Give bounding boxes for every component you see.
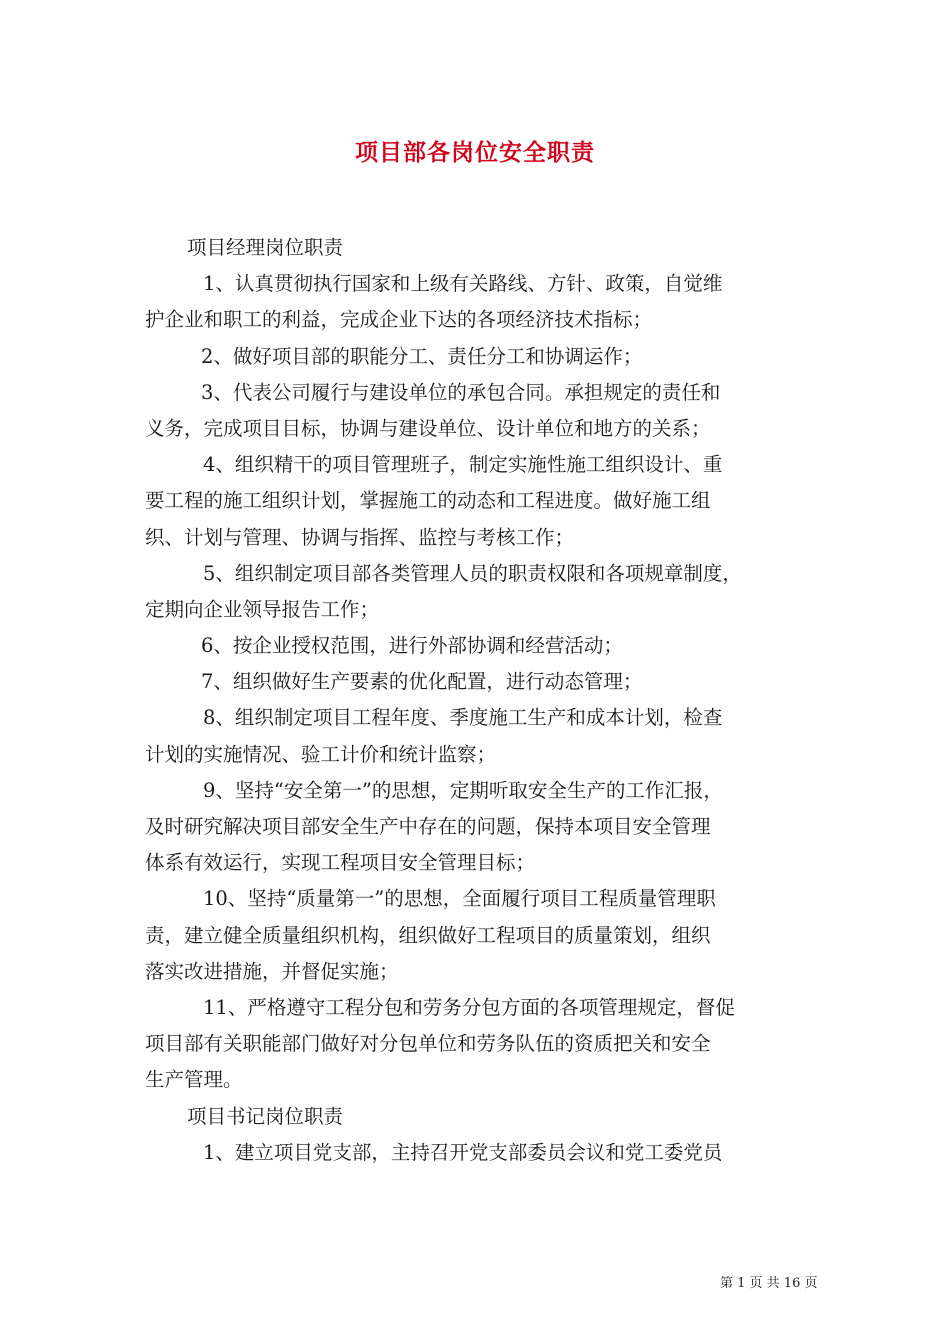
paragraph-line: 5、组织制定项目部各类管理人员的职责权限和各项规章制度，: [203, 561, 742, 585]
paragraph-line: 8、组织制定项目工程年度、季度施工生产和成本计划，检查: [203, 706, 723, 730]
paragraph-line: 护企业和职工的利益，完成企业下达的各项经济技术指标；: [145, 308, 653, 332]
paragraph-line: 织、计划与管理、协调与指挥、监控与考核工作；: [145, 525, 575, 549]
paragraph-line: 项目部有关职能部门做好对分包单位和劳务队伍的资质把关和安全: [145, 1032, 711, 1056]
section-heading-project-manager: 项目经理岗位职责: [187, 236, 344, 259]
paragraph-line: 落实改进措施，并督促实施；: [145, 959, 399, 983]
paragraph-line: 责，建立健全质量组织机构，组织做好工程项目的质量策划，组织: [145, 923, 711, 947]
paragraph-line: 1、认真贯彻执行国家和上级有关路线、方针、政策，自觉维: [203, 272, 723, 296]
paragraph-line: 2、做好项目部的职能分工、责任分工和协调运作；: [201, 344, 643, 368]
paragraph-line: 义务，完成项目目标，协调与建设单位、设计单位和地方的关系；: [145, 416, 711, 440]
paragraph-line: 要工程的施工组织计划，掌握施工的动态和工程进度。做好施工组: [145, 489, 711, 513]
paragraph-line: 生产管理。: [145, 1068, 243, 1092]
paragraph-line: 7、组织做好生产要素的优化配置，进行动态管理；: [201, 670, 643, 694]
paragraph-line: 10、坚持“质量第一”的思想，全面履行项目工程质量管理职: [203, 887, 716, 911]
paragraph-line: 4、组织精干的项目管理班子，制定实施性施工组织设计、重: [203, 453, 723, 477]
paragraph-line: 11、严格遵守工程分包和劳务分包方面的各项管理规定，督促: [203, 995, 735, 1019]
paragraph-line: 计划的实施情况、验工计价和统计监察；: [145, 742, 497, 766]
paragraph-line: 体系有效运行，实现工程项目安全管理目标；: [145, 851, 536, 875]
paragraph-line: 1、建立项目党支部，主持召开党支部委员会议和党工委党员: [203, 1140, 723, 1164]
page-title: 项目部各岗位安全职责: [355, 139, 595, 166]
section-heading-project-secretary: 项目书记岗位职责: [187, 1104, 344, 1128]
document-body: [145, 230, 815, 1171]
paragraph-line: 6、按企业授权范围，进行外部协调和经营活动；: [201, 634, 623, 658]
paragraph-line: 9、坚持“安全第一”的思想，定期听取安全生产的工作汇报，: [203, 778, 723, 802]
paragraph-line: 定期向企业领导报告工作；: [145, 597, 380, 621]
paragraph-line: 及时研究解决项目部安全生产中存在的问题，保持本项目安全管理: [145, 815, 711, 838]
page-number-footer: 第 1 页 共 16 页: [720, 1276, 818, 1291]
paragraph-line: 3、代表公司履行与建设单位的承包合同。承担规定的责任和: [201, 380, 721, 404]
